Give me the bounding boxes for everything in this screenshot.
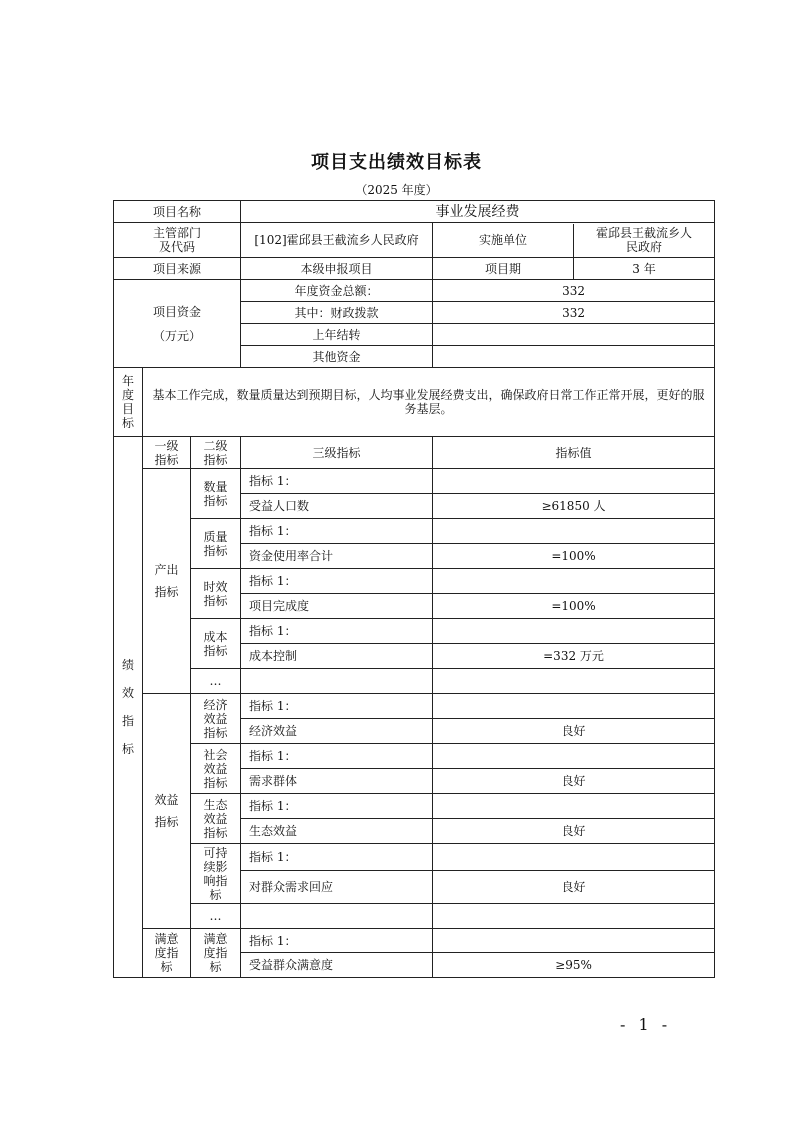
indicator-value-empty [433, 794, 715, 819]
indicator-prefix: 指标 1： [241, 694, 433, 719]
empty-cell [433, 669, 715, 694]
header-level1: 一级 指标 [143, 437, 191, 469]
row-ecological-1 [114, 794, 715, 819]
sustainable-label: 可持 续影 响指 标 [191, 844, 241, 904]
ecological-indicator: 生态效益 [241, 819, 433, 844]
quality-value: =100% [433, 544, 715, 569]
ecological-value: 良好 [433, 819, 715, 844]
row-project-name [114, 201, 715, 223]
dept-label: 主管部门 及代码 [114, 223, 241, 258]
header-level3: 三级指标 [241, 437, 433, 469]
sustainable-indicator: 对群众需求回应 [241, 871, 433, 904]
row-cost-1 [114, 619, 715, 644]
header-level2: 二级 指标 [191, 437, 241, 469]
satisfaction-l2-label: 满意 度指 标 [191, 929, 241, 978]
perf-label: 绩 效 指 标 [114, 437, 143, 978]
row-quantity-1 [114, 469, 715, 494]
period-cell [433, 258, 715, 280]
satisfaction-indicator: 受益群众满意度 [241, 953, 433, 978]
fund-carryover-label: 上年结转 [241, 324, 433, 346]
fund-other-value [433, 346, 715, 368]
indicator-prefix: 指标 1： [241, 929, 433, 953]
row-department [114, 223, 715, 258]
fund-fiscal-label: 其中：财政拨款 [241, 302, 433, 324]
output-label: 产出 指标 [143, 469, 191, 694]
satisfaction-value: ≥95% [433, 953, 715, 978]
page-number: - 1 - [620, 1015, 672, 1034]
fund-fiscal-value: 332 [433, 302, 715, 324]
economic-label: 经济 效益 指标 [191, 694, 241, 744]
cost-label: 成本 指标 [191, 619, 241, 669]
social-value: 良好 [433, 769, 715, 794]
timeliness-value: =100% [433, 594, 715, 619]
quality-label: 质量 指标 [191, 519, 241, 569]
indicator-prefix: 指标 1： [241, 619, 433, 644]
sustainable-value: 良好 [433, 871, 715, 904]
row-fund-total [114, 280, 715, 302]
project-name-label: 项目名称 [114, 201, 241, 223]
dept-value: [102]霍邱县王截流乡人民政府 [241, 223, 433, 258]
fund-total-label: 年度资金总额： [241, 280, 433, 302]
row-timeliness-1 [114, 569, 715, 594]
indicator-prefix: 指标 1： [241, 569, 433, 594]
row-source [114, 258, 715, 280]
goal-label: 年 度 目 标 [114, 368, 143, 437]
row-economic-1 [114, 694, 715, 719]
economic-value: 良好 [433, 719, 715, 744]
row-satisfaction-1 [114, 929, 715, 953]
source-value: 本级申报项目 [241, 258, 433, 280]
economic-indicator: 经济效益 [241, 719, 433, 744]
row-sustainable-1 [114, 844, 715, 871]
empty-cell [241, 669, 433, 694]
quality-indicator: 资金使用率合计 [241, 544, 433, 569]
fund-other-label: 其他资金 [241, 346, 433, 368]
indicator-prefix: 指标 1： [241, 844, 433, 871]
row-output-ellipsis [114, 669, 715, 694]
funds-label: 项目资金 （万元） [114, 280, 241, 368]
indicator-prefix: 指标 1： [241, 469, 433, 494]
indicator-value-empty [433, 844, 715, 871]
cost-value: =332 万元 [433, 644, 715, 669]
cost-indicator: 成本控制 [241, 644, 433, 669]
impl-value: 霍邱县王截流乡人 民政府 [596, 226, 693, 254]
performance-table [113, 200, 715, 978]
indicator-prefix: 指标 1： [241, 794, 433, 819]
header-value: 指标值 [433, 437, 715, 469]
row-indicator-header [114, 437, 715, 469]
impl-label: 实施单位 [433, 224, 574, 257]
fund-total-value: 332 [433, 280, 715, 302]
fund-carryover-value [433, 324, 715, 346]
ellipsis: … [191, 904, 241, 929]
empty-cell [433, 904, 715, 929]
period-value: 3 年 [632, 261, 656, 276]
ecological-label: 生态 效益 指标 [191, 794, 241, 844]
project-name-value: 事业发展经费 [241, 201, 715, 223]
row-annual-goal [114, 368, 715, 437]
indicator-prefix: 指标 1： [241, 519, 433, 544]
period-label: 项目期 [433, 258, 574, 279]
indicator-prefix: 指标 1： [241, 744, 433, 769]
timeliness-indicator: 项目完成度 [241, 594, 433, 619]
row-social-1 [114, 744, 715, 769]
row-quality-1 [114, 519, 715, 544]
indicator-value-empty [433, 469, 715, 494]
indicator-value-empty [433, 569, 715, 594]
page-title: 项目支出绩效目标表 [311, 152, 482, 173]
indicator-value-empty [433, 929, 715, 953]
goal-text: 基本工作完成，数量质量达到预期目标，人均事业发展经费支出，确保政府日常工作正常开展，更好的服务基层。 [143, 368, 715, 437]
social-label: 社会 效益 指标 [191, 744, 241, 794]
indicator-value-empty [433, 619, 715, 644]
indicator-value-empty [433, 744, 715, 769]
source-label: 项目来源 [114, 258, 241, 280]
social-indicator: 需求群体 [241, 769, 433, 794]
timeliness-label: 时效 指标 [191, 569, 241, 619]
impl-cell [433, 223, 715, 258]
quantity-value: ≥61850 人 [433, 494, 715, 519]
empty-cell [241, 904, 433, 929]
year-subtitle: （2025 年度） [355, 183, 438, 197]
benefit-label: 效益 指标 [143, 694, 191, 929]
indicator-value-empty [433, 694, 715, 719]
row-benefit-ellipsis [114, 904, 715, 929]
quantity-indicator: 受益人口数 [241, 494, 433, 519]
ellipsis: … [191, 669, 241, 694]
satisfaction-l1-label: 满意 度指 标 [143, 929, 191, 978]
indicator-value-empty [433, 519, 715, 544]
quantity-label: 数量 指标 [191, 469, 241, 519]
